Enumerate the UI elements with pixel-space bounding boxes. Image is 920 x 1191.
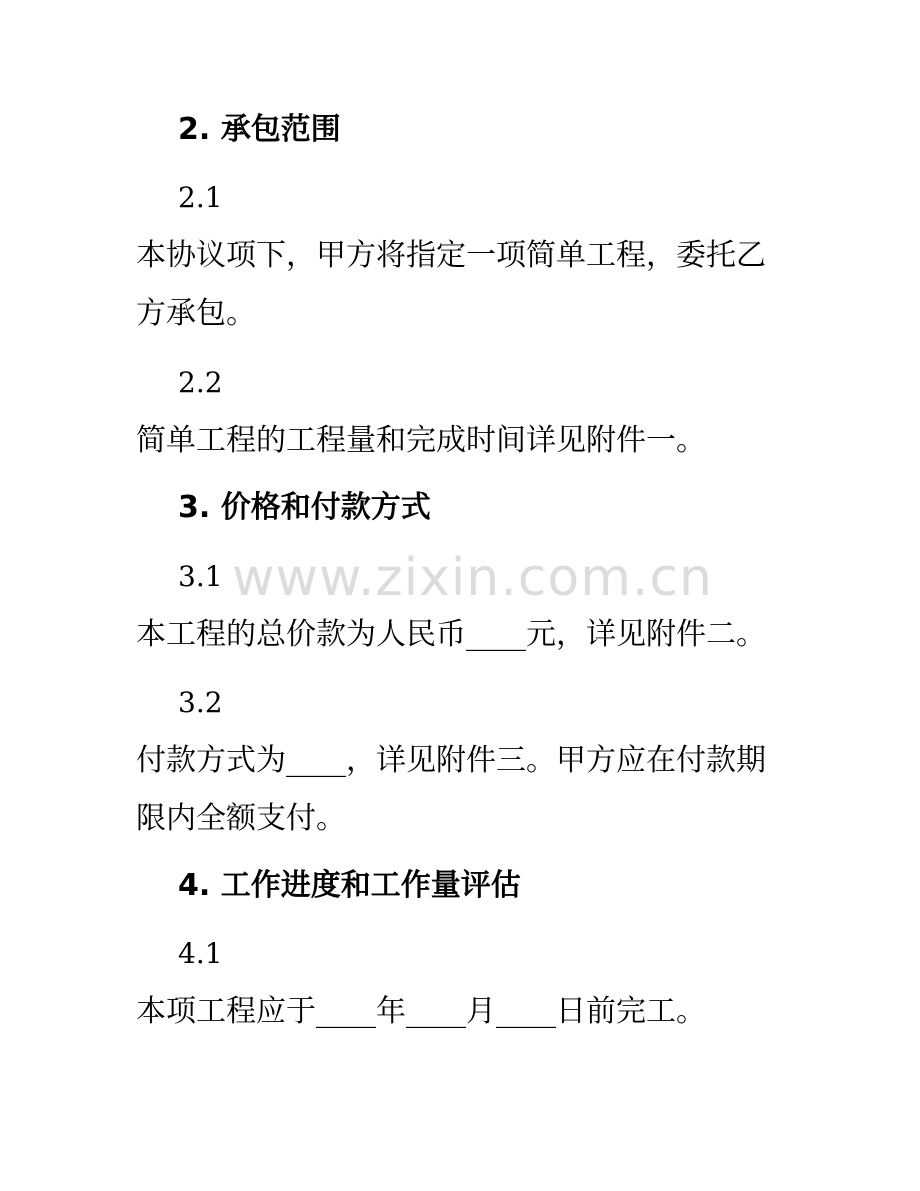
clause-number-4-1: 4.1 — [178, 937, 223, 970]
clause-number-3-1: 3.1 — [178, 560, 223, 593]
clause-text-2-1-line2: 方承包。 — [136, 296, 256, 331]
section-heading-2: 2. 承包范围 — [178, 112, 341, 147]
section-heading-4: 4. 工作进度和工作量评估 — [178, 868, 521, 903]
clause-text-3-2-line2: 限内全额支付。 — [136, 801, 346, 836]
watermark: www.zixin.com.cn — [232, 548, 713, 608]
clause-number-2-2: 2.2 — [178, 366, 223, 399]
clause-text-2-1-line1: 本协议项下，甲方将指定一项简单工程，委托乙 — [136, 238, 766, 273]
clause-text-4-1: 本项工程应于____年____月____日前完工。 — [136, 994, 706, 1029]
clause-text-2-2: 简单工程的工程量和完成时间详见附件一。 — [136, 423, 706, 458]
clause-number-3-2: 3.2 — [178, 686, 223, 719]
clause-number-2-1: 2.1 — [178, 181, 223, 214]
section-heading-3: 3. 价格和付款方式 — [178, 490, 431, 525]
clause-text-3-1: 本工程的总价款为人民币____元，详见附件二。 — [136, 617, 766, 652]
clause-text-3-2-line1: 付款方式为____，详见附件三。甲方应在付款期 — [136, 743, 766, 778]
